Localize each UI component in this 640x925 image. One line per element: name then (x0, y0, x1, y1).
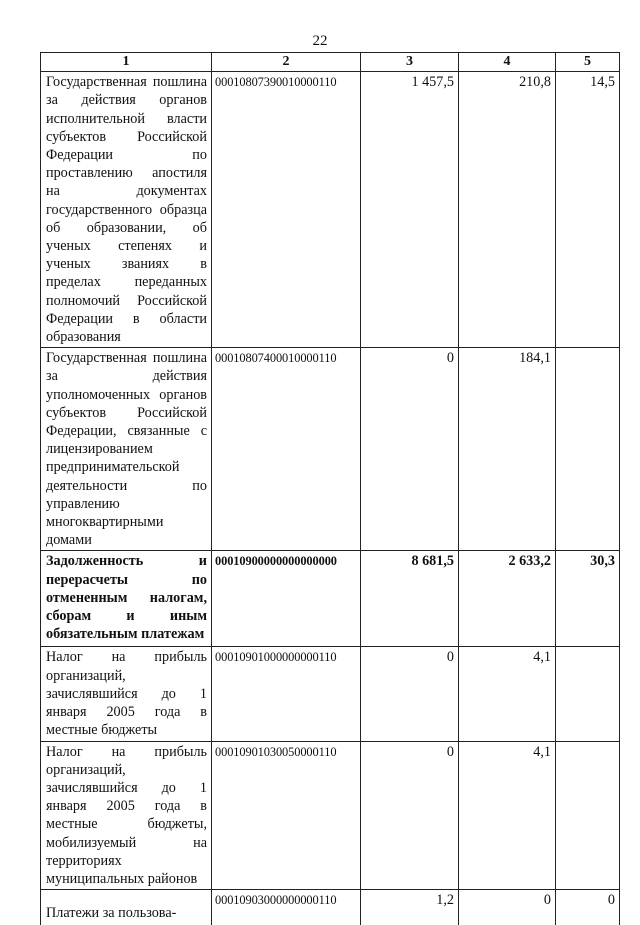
row-value-3: 1 457,5 (361, 72, 459, 348)
row-value-4: 0 (459, 890, 556, 925)
table-row (41, 647, 620, 741)
table-row (41, 890, 620, 925)
row-code: 00010903000000000110 (212, 890, 361, 925)
row-value-3: 8 681,5 (361, 551, 459, 647)
column-header-3: 3 (361, 53, 459, 72)
table-row (41, 741, 620, 890)
row-value-3: 0 (361, 741, 459, 890)
row-value-3: 0 (361, 348, 459, 551)
table-row (41, 72, 620, 348)
row-code: 00010901030050000110 (212, 741, 361, 890)
row-value-4: 2 633,2 (459, 551, 556, 647)
row-name: Государственная пошлина за действия органов исполнительной власти субъектов Российской Федерации по проставлению апостиля на документах государственного образца об образовании, об ученых степенях и ученых званиях в пределах переданных полномочий Российской Федерации в области образования (41, 72, 212, 348)
row-name: Налог на прибыль организаций, зачислявшийся до 1 января 2005 года в местные бюджеты, мобилизуемый на территориях муниципальных районов (41, 741, 212, 890)
row-value-5 (556, 348, 620, 551)
row-value-4: 210,8 (459, 72, 556, 348)
row-value-3: 0 (361, 647, 459, 741)
header-row (41, 53, 620, 72)
row-value-5 (556, 741, 620, 890)
row-name: Государственная пошлина за действия уполномоченных органов субъектов Российской Федерации, связанные с лицензированием предпринимательской деятельности по управлению многоквартирными домами (41, 348, 212, 551)
table-row (41, 348, 620, 551)
row-value-4: 4,1 (459, 741, 556, 890)
row-value-4: 184,1 (459, 348, 556, 551)
column-header-2: 2 (212, 53, 361, 72)
row-value-3: 1,2 (361, 890, 459, 925)
row-value-5 (556, 647, 620, 741)
row-name: Задолженность и перерасчеты по отмененным налогам, сборам и иным обязательным платежам (41, 551, 212, 647)
row-value-5: 14,5 (556, 72, 620, 348)
row-code: 00010901000000000110 (212, 647, 361, 741)
column-header-1: 1 (41, 53, 212, 72)
row-name: Платежи за пользова- (41, 890, 212, 925)
row-code: 00010807390010000110 (212, 72, 361, 348)
row-code: 00010900000000000000 (212, 551, 361, 647)
row-value-4: 4,1 (459, 647, 556, 741)
column-header-4: 4 (459, 53, 556, 72)
row-value-5: 30,3 (556, 551, 620, 647)
revenue-table (40, 52, 620, 925)
row-code: 00010807400010000110 (212, 348, 361, 551)
row-name: Налог на прибыль организаций, зачислявшийся до 1 января 2005 года в местные бюджеты (41, 647, 212, 741)
table-row (41, 551, 620, 647)
page-number: 22 (312, 33, 328, 49)
row-value-5: 0 (556, 890, 620, 925)
column-header-5: 5 (556, 53, 620, 72)
